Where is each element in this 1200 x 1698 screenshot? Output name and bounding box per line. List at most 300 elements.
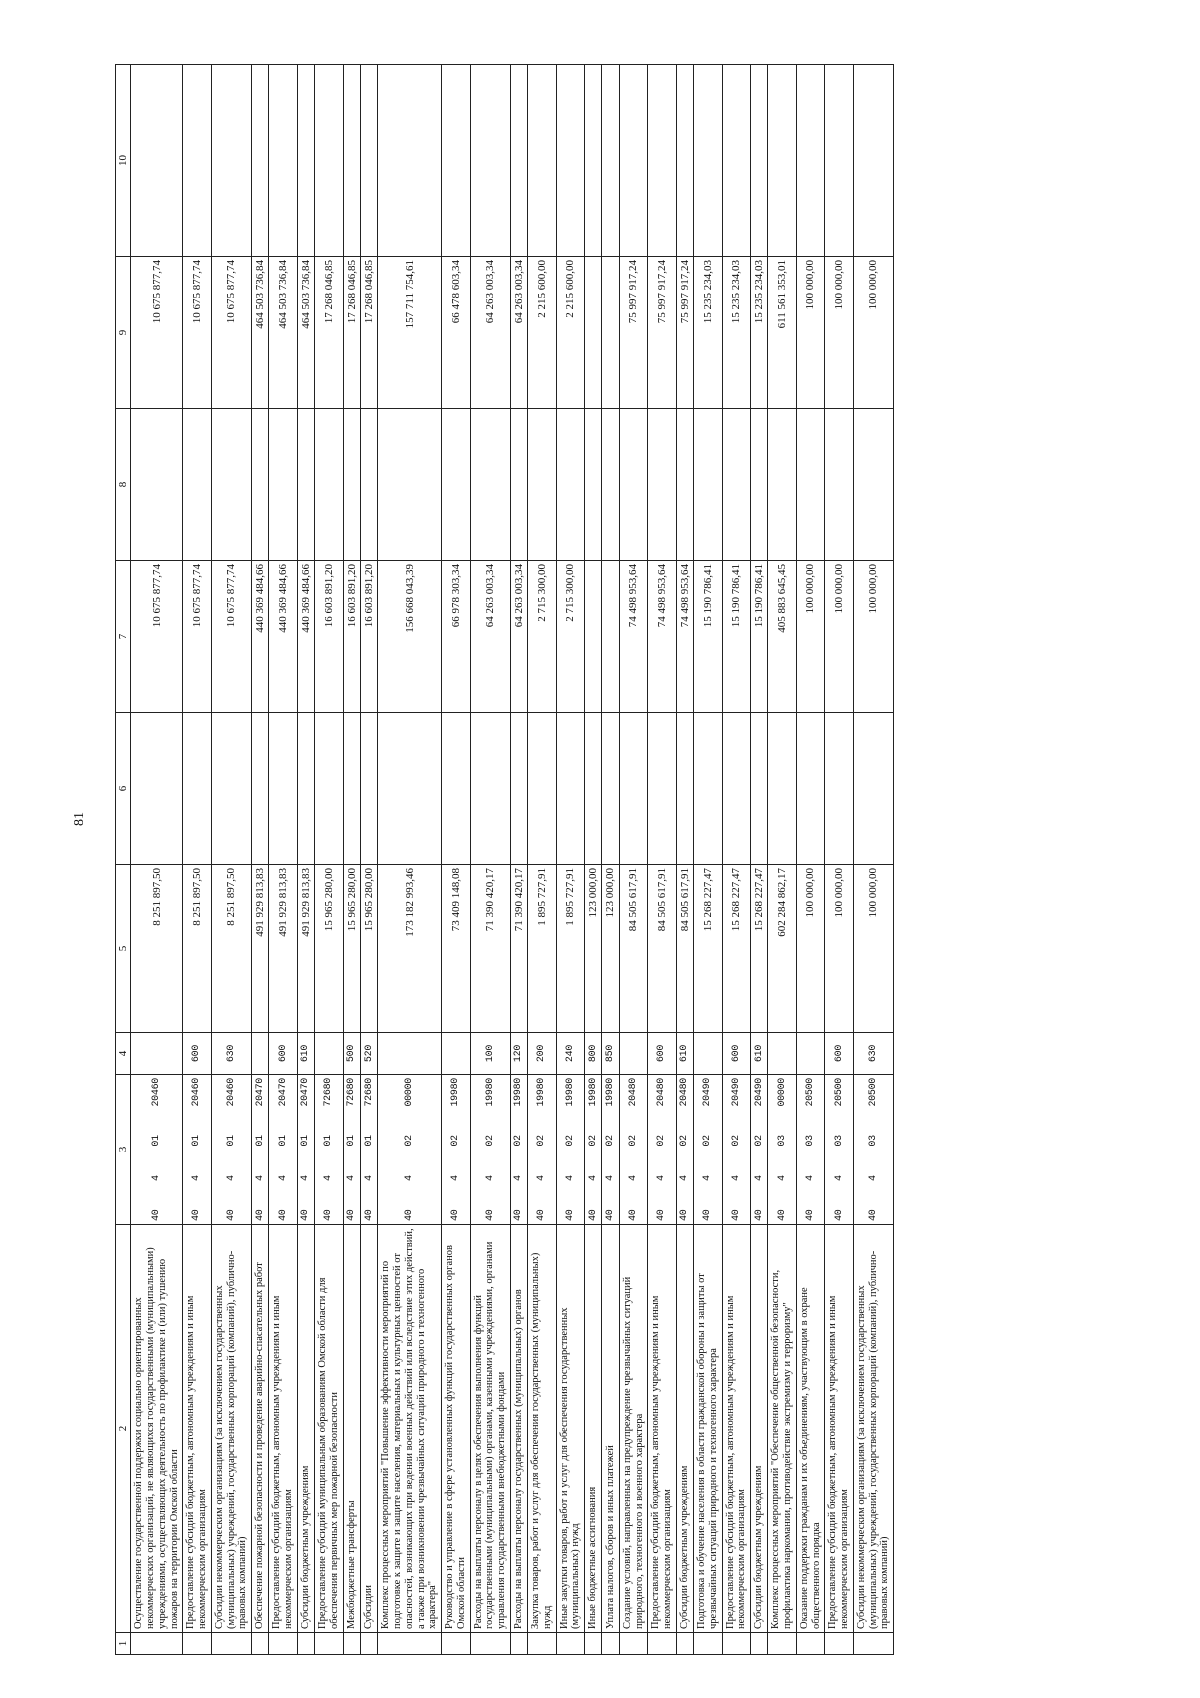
code-part: 4 [300, 1175, 312, 1181]
code-part: 40 [776, 1209, 788, 1221]
code-part: 4 [277, 1175, 289, 1181]
code-part: 20460 [151, 1078, 163, 1107]
amount-cell-7: 15 190 786,41 [694, 561, 723, 713]
table-row [442, 65, 471, 1655]
code-part: 4 [805, 1175, 817, 1181]
code-part: 19980 [513, 1078, 525, 1107]
expense-type-cell: 600 [825, 1033, 854, 1075]
amount-cell-6 [722, 713, 751, 865]
amount-cell-8 [585, 409, 602, 561]
target-code [278, 1078, 289, 1221]
code-part: 19980 [450, 1078, 462, 1107]
amount-cell-5: 1 895 727,91 [528, 865, 557, 1033]
code-part: 02 [587, 1135, 599, 1147]
amount-cell-6 [442, 713, 471, 865]
row-name-cell: Предоставление субсидий бюджетным, автономным учреждениям и иным некоммерческим организациям [269, 1225, 298, 1633]
amount-cell-5: 491 929 813,83 [252, 865, 269, 1033]
amount-cell-10 [648, 65, 677, 257]
amount-cell-8 [619, 409, 648, 561]
target-code-cell [442, 1075, 471, 1225]
amount-cell-5: 15 268 227,47 [694, 865, 723, 1033]
code-part: 40 [323, 1209, 335, 1221]
target-code [777, 1078, 788, 1221]
target-code [679, 1078, 690, 1221]
amount-cell-6 [825, 713, 854, 865]
code-part: 40 [191, 1209, 203, 1221]
row-number-cell [528, 1633, 557, 1655]
code-part: 4 [323, 1175, 335, 1181]
code-part: 40 [753, 1209, 765, 1221]
row-name-cell: Обеспечение пожарной безопасности и проведение аварийно-спасательных работ [252, 1225, 269, 1633]
code-part: 01 [277, 1135, 289, 1147]
amount-cell-7: 100 000,00 [825, 561, 854, 713]
row-number-cell [361, 1633, 378, 1655]
amount-cell-5: 100 000,00 [825, 865, 854, 1033]
expense-type-cell: 100 [470, 1033, 510, 1075]
amount-cell-5: 71 390 420,17 [510, 865, 527, 1033]
amount-cell-9 [602, 257, 619, 409]
code-part: 20460 [225, 1078, 237, 1107]
amount-cell-8 [211, 409, 251, 561]
table-row [853, 65, 893, 1655]
code-part: 40 [730, 1209, 742, 1221]
amount-cell-9: 2 215 600,00 [556, 257, 585, 409]
code-part: 19980 [484, 1078, 496, 1107]
amount-cell-10 [269, 65, 298, 257]
table-row [211, 65, 251, 1655]
expense-type-cell: 800 [585, 1033, 602, 1075]
target-code [565, 1078, 576, 1221]
code-part: 01 [363, 1135, 375, 1147]
target-code-cell [796, 1075, 825, 1225]
expense-type-cell: 600 [722, 1033, 751, 1075]
code-part: 02 [679, 1135, 691, 1147]
expense-type-cell [442, 1033, 471, 1075]
amount-cell-5: 491 929 813,83 [297, 865, 314, 1033]
code-part: 02 [450, 1135, 462, 1147]
amount-cell-8 [676, 409, 693, 561]
row-name-cell: Предоставление субсидий бюджетным, автономным учреждениям и иным некоммерческим организациям [722, 1225, 751, 1633]
table-row [722, 65, 751, 1655]
amount-cell-10 [378, 65, 442, 257]
row-number-cell [131, 1633, 183, 1655]
amount-cell-5: 73 409 148,08 [442, 865, 471, 1033]
expense-type-cell: 850 [602, 1033, 619, 1075]
amount-cell-10 [297, 65, 314, 257]
amount-cell-5: 15 965 280,00 [361, 865, 378, 1033]
code-part: 02 [730, 1135, 742, 1147]
code-part: 40 [702, 1209, 714, 1221]
amount-cell-9: 157 711 754,61 [378, 257, 442, 409]
amount-cell-10 [751, 65, 768, 257]
code-part: 4 [656, 1175, 668, 1181]
table-row [315, 65, 344, 1655]
expense-type-cell: 500 [343, 1033, 360, 1075]
code-part: 20480 [656, 1078, 668, 1107]
row-number-cell [768, 1633, 797, 1655]
code-part: 4 [513, 1175, 525, 1181]
code-part: 02 [513, 1135, 525, 1147]
table-row [343, 65, 360, 1655]
amount-cell-10 [528, 65, 557, 257]
amount-cell-9 [585, 257, 602, 409]
row-name-cell: Иные закупки товаров, работ и услуг для обеспечения государственных (муниципальных) нужд [556, 1225, 585, 1633]
row-number-cell [619, 1633, 648, 1655]
target-code-cell [694, 1075, 723, 1225]
column-header: 8 [116, 409, 131, 561]
table-row [768, 65, 797, 1655]
amount-cell-7: 10 675 877,74 [183, 561, 212, 713]
code-part: 01 [346, 1135, 358, 1147]
amount-cell-8 [853, 409, 893, 561]
row-number-cell [853, 1633, 893, 1655]
amount-cell-7: 64 263 003,34 [510, 561, 527, 713]
row-number-cell [442, 1633, 471, 1655]
expense-type-cell: 630 [853, 1033, 893, 1075]
code-part: 4 [363, 1175, 375, 1181]
target-code-cell [585, 1075, 602, 1225]
target-code [404, 1078, 415, 1221]
expense-type-cell [796, 1033, 825, 1075]
code-part: 19980 [587, 1078, 599, 1107]
row-number-cell [211, 1633, 251, 1655]
amount-cell-6 [676, 713, 693, 865]
amount-cell-8 [602, 409, 619, 561]
row-name-cell: Подготовка и обучение населения в области гражданской обороны и защиты от чрезвычайных ситуаций природного и техногенного характера [694, 1225, 723, 1633]
amount-cell-10 [602, 65, 619, 257]
target-code-cell [528, 1075, 557, 1225]
target-code-cell [751, 1075, 768, 1225]
amount-cell-6 [361, 713, 378, 865]
table-row [269, 65, 298, 1655]
code-part: 03 [776, 1135, 788, 1147]
target-code [754, 1078, 765, 1221]
code-part: 4 [536, 1175, 548, 1181]
code-part: 4 [191, 1175, 203, 1181]
column-header: 7 [116, 561, 131, 713]
column-number-row [116, 65, 131, 1655]
target-code [731, 1078, 742, 1221]
code-part: 20500 [867, 1078, 879, 1107]
amount-cell-6 [269, 713, 298, 865]
row-name-cell: Осуществление государственной поддержки социально ориентированных некоммерческих организаций, не являющихся государственными (муниципальными) учреждениями, осуществляющих деятельность по профилактике и (или) тушению пожаров на территории Омской области [131, 1225, 183, 1633]
amount-cell-7: 10 675 877,74 [211, 561, 251, 713]
code-part: 00000 [776, 1078, 788, 1107]
target-code [485, 1078, 496, 1221]
amount-cell-8 [378, 409, 442, 561]
code-part: 20460 [191, 1078, 203, 1107]
amount-cell-5: 8 251 897,50 [183, 865, 212, 1033]
target-code-cell [343, 1075, 360, 1225]
target-code [300, 1078, 311, 1221]
code-part: 02 [564, 1135, 576, 1147]
code-part: 4 [702, 1175, 714, 1181]
amount-cell-5: 123 000,00 [602, 865, 619, 1033]
amount-cell-9: 100 000,00 [796, 257, 825, 409]
amount-cell-9: 10 675 877,74 [131, 257, 183, 409]
amount-cell-9: 2 215 600,00 [528, 257, 557, 409]
code-part: 72680 [346, 1078, 358, 1107]
table-row [751, 65, 768, 1655]
row-name-cell: Предоставление субсидий муниципальным образованиям Омской области для обеспечения первичных мер пожарной безопасности [315, 1225, 344, 1633]
target-code [151, 1078, 162, 1221]
target-code [255, 1078, 266, 1221]
amount-cell-9: 611 561 353,01 [768, 257, 797, 409]
amount-cell-5: 15 268 227,47 [751, 865, 768, 1033]
amount-cell-8 [315, 409, 344, 561]
amount-cell-9: 10 675 877,74 [183, 257, 212, 409]
expense-type-cell [619, 1033, 648, 1075]
code-part: 40 [833, 1209, 845, 1221]
target-code [346, 1078, 357, 1221]
expense-type-cell: 200 [528, 1033, 557, 1075]
row-name-cell: Субсидии [361, 1225, 378, 1633]
amount-cell-9: 15 235 234,03 [694, 257, 723, 409]
table-row [470, 65, 510, 1655]
amount-cell-6 [751, 713, 768, 865]
code-part: 40 [363, 1209, 375, 1221]
amount-cell-6 [470, 713, 510, 865]
code-part: 4 [587, 1175, 599, 1181]
amount-cell-9: 17 268 046,85 [315, 257, 344, 409]
budget-table [115, 64, 894, 1655]
amount-cell-5: 15 268 227,47 [722, 865, 751, 1033]
target-code [834, 1078, 845, 1221]
amount-cell-10 [694, 65, 723, 257]
code-part: 02 [484, 1135, 496, 1147]
amount-cell-7 [585, 561, 602, 713]
code-part: 40 [536, 1209, 548, 1221]
code-part: 40 [564, 1209, 576, 1221]
table-row [252, 65, 269, 1655]
code-part: 20480 [679, 1078, 691, 1107]
amount-cell-6 [252, 713, 269, 865]
code-part: 02 [702, 1135, 714, 1147]
target-code-cell [556, 1075, 585, 1225]
expense-type-cell: 240 [556, 1033, 585, 1075]
amount-cell-10 [825, 65, 854, 257]
code-part: 01 [254, 1135, 266, 1147]
target-code-cell [722, 1075, 751, 1225]
table-row [825, 65, 854, 1655]
row-name-cell: Субсидии бюджетным учреждениям [751, 1225, 768, 1633]
amount-cell-9: 75 997 917,24 [676, 257, 693, 409]
row-number-cell [183, 1633, 212, 1655]
code-part: 20490 [753, 1078, 765, 1107]
target-code [191, 1078, 202, 1221]
amount-cell-10 [510, 65, 527, 257]
amount-cell-10 [768, 65, 797, 257]
amount-cell-7: 15 190 786,41 [722, 561, 751, 713]
amount-cell-10 [676, 65, 693, 257]
table-row [602, 65, 619, 1655]
amount-cell-6 [528, 713, 557, 865]
table-row [378, 65, 442, 1655]
amount-cell-6 [648, 713, 677, 865]
code-part: 20470 [254, 1078, 266, 1107]
amount-cell-8 [442, 409, 471, 561]
amount-cell-7: 66 978 303,34 [442, 561, 471, 713]
amount-cell-10 [853, 65, 893, 257]
amount-cell-5: 173 182 993,46 [378, 865, 442, 1033]
code-part: 02 [536, 1135, 548, 1147]
expense-type-cell: 120 [510, 1033, 527, 1075]
expense-type-cell: 600 [648, 1033, 677, 1075]
row-name-cell: Руководство и управление в сфере установленных функций государственных органов Омской области [442, 1225, 471, 1633]
target-code [605, 1078, 616, 1221]
code-part: 02 [404, 1135, 416, 1147]
target-code [450, 1078, 461, 1221]
expense-type-cell: 610 [751, 1033, 768, 1075]
target-code-cell [825, 1075, 854, 1225]
expense-type-cell [694, 1033, 723, 1075]
amount-cell-5: 84 505 617,91 [648, 865, 677, 1033]
table-row [648, 65, 677, 1655]
code-part: 4 [450, 1175, 462, 1181]
amount-cell-7: 440 369 484,66 [252, 561, 269, 713]
code-part: 01 [323, 1135, 335, 1147]
amount-cell-10 [183, 65, 212, 257]
code-part: 01 [151, 1135, 163, 1147]
column-header: 10 [116, 65, 131, 257]
code-part: 00000 [404, 1078, 416, 1107]
amount-cell-9: 64 263 003,34 [470, 257, 510, 409]
row-name-cell: Межбюджетные трансферты [343, 1225, 360, 1633]
code-part: 19980 [605, 1078, 616, 1107]
code-part: 4 [605, 1175, 616, 1181]
amount-cell-10 [442, 65, 471, 257]
code-part: 4 [679, 1175, 691, 1181]
amount-cell-7: 15 190 786,41 [751, 561, 768, 713]
row-number-cell [343, 1633, 360, 1655]
amount-cell-9: 464 503 736,84 [297, 257, 314, 409]
column-header: 4 [116, 1033, 131, 1075]
target-code-cell [269, 1075, 298, 1225]
row-number-cell [470, 1633, 510, 1655]
row-number-cell [269, 1633, 298, 1655]
code-part: 4 [867, 1175, 879, 1181]
amount-cell-9: 64 263 003,34 [510, 257, 527, 409]
target-code-cell [131, 1075, 183, 1225]
code-part: 4 [484, 1175, 496, 1181]
amount-cell-7: 74 498 953,64 [648, 561, 677, 713]
target-code-cell [768, 1075, 797, 1225]
amount-cell-7: 440 369 484,66 [269, 561, 298, 713]
target-code-cell [183, 1075, 212, 1225]
amount-cell-6 [768, 713, 797, 865]
amount-cell-6 [211, 713, 251, 865]
amount-cell-8 [751, 409, 768, 561]
code-part: 02 [627, 1135, 639, 1147]
expense-type-cell: 610 [297, 1033, 314, 1075]
code-part: 20470 [300, 1078, 312, 1107]
amount-cell-9: 100 000,00 [853, 257, 893, 409]
code-part: 4 [833, 1175, 845, 1181]
code-part: 40 [679, 1209, 691, 1221]
code-part: 4 [753, 1175, 765, 1181]
row-name-cell: Комплекс процессных мероприятий "Обеспечение общественной безопасности, профилактика наркомании, противодействие экстремизму и терроризму" [768, 1225, 797, 1633]
amount-cell-10 [131, 65, 183, 257]
code-part: 20490 [702, 1078, 714, 1107]
amount-cell-5: 602 284 862,17 [768, 865, 797, 1033]
code-part: 40 [867, 1209, 879, 1221]
target-code [805, 1078, 816, 1221]
target-code [868, 1078, 879, 1221]
amount-cell-9: 10 675 877,74 [211, 257, 251, 409]
code-part: 01 [191, 1135, 203, 1147]
target-code-cell [648, 1075, 677, 1225]
code-part: 40 [587, 1209, 599, 1221]
target-code [323, 1078, 334, 1221]
amount-cell-8 [269, 409, 298, 561]
code-part: 20480 [627, 1078, 639, 1107]
amount-cell-5: 71 390 420,17 [470, 865, 510, 1033]
expense-type-cell: 610 [676, 1033, 693, 1075]
row-number-cell [751, 1633, 768, 1655]
row-name-cell: Предоставление субсидий бюджетным, автономным учреждениям и иным некоммерческим организациям [648, 1225, 677, 1633]
row-number-cell [676, 1633, 693, 1655]
amount-cell-6 [796, 713, 825, 865]
column-header: 3 [116, 1075, 131, 1225]
row-name-cell: Создание условий, направленных на предупреждение чрезвычайных ситуаций природного, техногенного и военного характера [619, 1225, 648, 1633]
amount-cell-8 [343, 409, 360, 561]
target-code-cell [252, 1075, 269, 1225]
amount-cell-5: 84 505 617,91 [676, 865, 693, 1033]
amount-cell-6 [131, 713, 183, 865]
code-part: 40 [484, 1209, 496, 1221]
column-header: 6 [116, 713, 131, 865]
amount-cell-7: 2 715 300,00 [556, 561, 585, 713]
table-row [297, 65, 314, 1655]
row-name-cell: Субсидии бюджетным учреждениям [676, 1225, 693, 1633]
code-part: 40 [225, 1209, 237, 1221]
row-number-cell [796, 1633, 825, 1655]
row-number-cell [556, 1633, 585, 1655]
code-part: 20500 [833, 1078, 845, 1107]
expense-type-cell [768, 1033, 797, 1075]
row-name-cell: Предоставление субсидий бюджетным, автономным учреждениям и иным некоммерческим организациям [825, 1225, 854, 1633]
amount-cell-7: 16 603 891,20 [361, 561, 378, 713]
target-code [656, 1078, 667, 1221]
amount-cell-10 [252, 65, 269, 257]
code-part: 4 [346, 1175, 358, 1181]
target-code [588, 1078, 599, 1221]
target-code [364, 1078, 375, 1221]
amount-cell-6 [694, 713, 723, 865]
target-code [628, 1078, 639, 1221]
code-part: 4 [151, 1175, 163, 1181]
amount-cell-8 [796, 409, 825, 561]
amount-cell-8 [648, 409, 677, 561]
row-number-cell [722, 1633, 751, 1655]
expense-type-cell [131, 1033, 183, 1075]
row-name-cell: Расходы на выплаты персоналу в целях обеспечения выполнения функций государственными (муниципальными) органами, казенными учреждениями, органами управления государственными внебюджетными фондами [470, 1225, 510, 1633]
expense-type-cell [252, 1033, 269, 1075]
target-code-cell [361, 1075, 378, 1225]
amount-cell-5: 100 000,00 [796, 865, 825, 1033]
code-part: 72680 [363, 1078, 375, 1107]
expense-type-cell: 520 [361, 1033, 378, 1075]
amount-cell-10 [361, 65, 378, 257]
amount-cell-9: 15 235 234,03 [722, 257, 751, 409]
amount-cell-5: 15 965 280,00 [315, 865, 344, 1033]
amount-cell-5: 123 000,00 [585, 865, 602, 1033]
amount-cell-8 [528, 409, 557, 561]
code-part: 20500 [805, 1078, 817, 1107]
row-name-cell: Предоставление субсидий бюджетным, автономным учреждениям и иным некоммерческим организациям [183, 1225, 212, 1633]
amount-cell-9: 17 268 046,85 [361, 257, 378, 409]
amount-cell-8 [556, 409, 585, 561]
